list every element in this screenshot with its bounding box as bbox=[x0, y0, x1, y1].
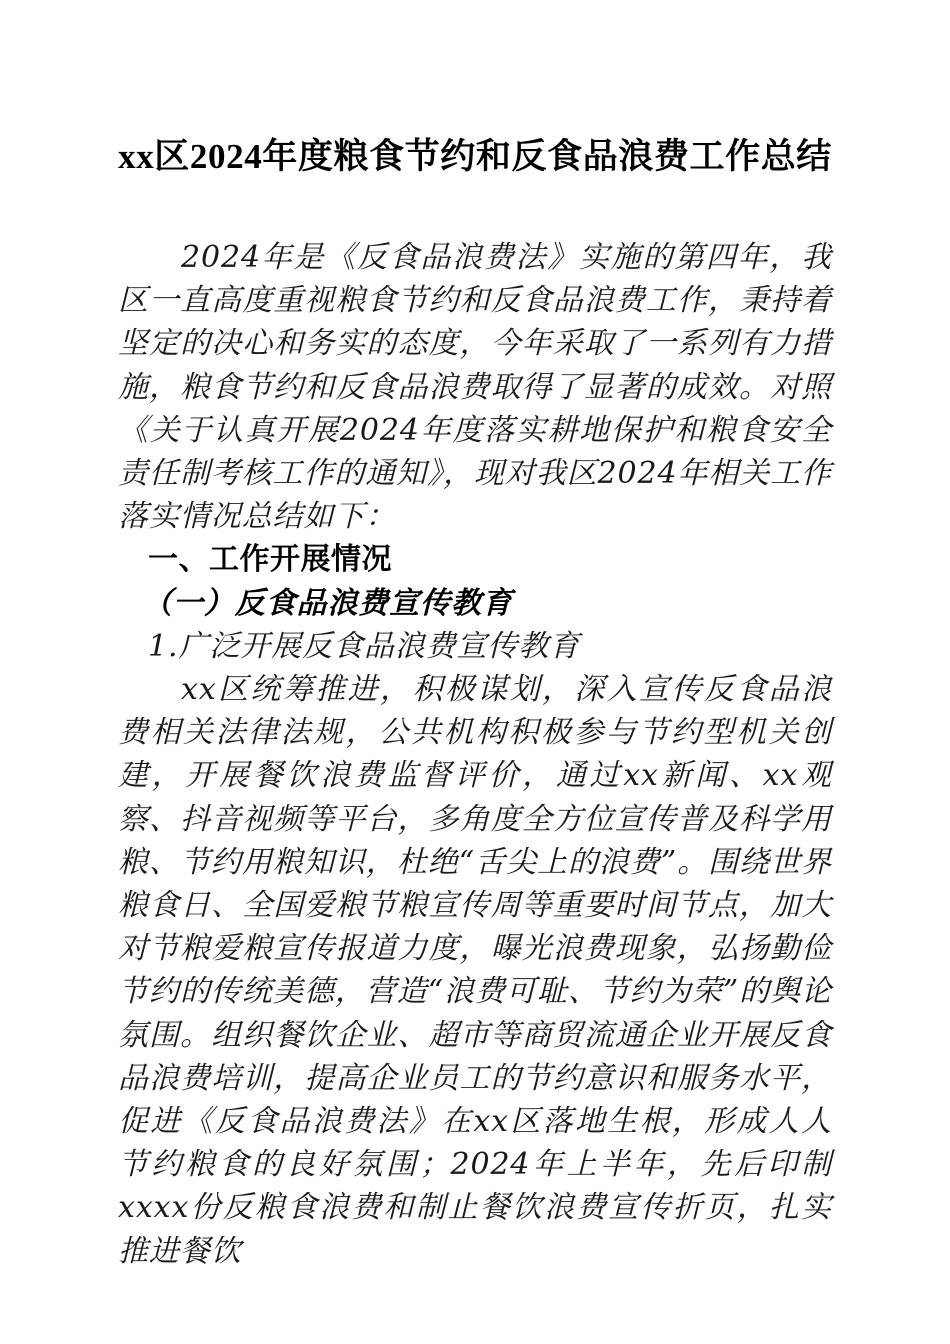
heading-work-progress: 一、工作开展情况 bbox=[148, 543, 392, 577]
heading-broad-publicity: 1.广泛开展反食品浪费宣传教育 bbox=[148, 628, 581, 664]
intro-paragraph: 2024年是《反食品浪费法》实施的第四年，我区一直高度重视粮食节约和反食品浪费工作，秉持着坚定的决心和务实的态度，今年采取了一系列有力措施，粮食节约和反食品浪费取得了显著的成效。对照《关于认真开展2024年度落实耕地保护和粮食安全责任制考核工作的通知》，现对我区2024年相关工作落实情况总结如下： bbox=[118, 240, 832, 535]
page-title: xx区2024年度粮食节约和反食品浪费工作总结 bbox=[118, 137, 832, 176]
heading-anti-waste-publicity: （一）反食品浪费宣传教育 bbox=[142, 585, 513, 621]
document-body bbox=[118, 236, 832, 1273]
document-content bbox=[118, 0, 832, 1273]
publicity-paragraph: xx区统筹推进，积极谋划，深入宣传反食品浪费相关法律法规，公共机构积极参与节约型机关创建，开展餐饮浪费监督评价，通过xx新闻、xx观察、抖音视频等平台，多角度全方位宣传普及科学用粮、节约用粮知识，杜绝“舌尖上的浪费”。围绕世界粮食日、全国爱粮节粮宣传周等重要时间节点，加大对节粮爱粮宣传报道力度，曝光浪费现象，弘扬勤俭节约的传统美德，营造“浪费可耻、节约为荣”的舆论氛围。组织餐饮企业、超市等商贸流通企业开展反食品浪费培训，提高企业员工的节约意识和服务水平，促进《反食品浪费法》在xx区落地生根，形成人人节约粮食的良好氛围；2024年上半年，先后印制xxxx份反粮食浪费和制止餐饮浪费宣传折页，扎实推进餐饮 bbox=[118, 672, 832, 1269]
